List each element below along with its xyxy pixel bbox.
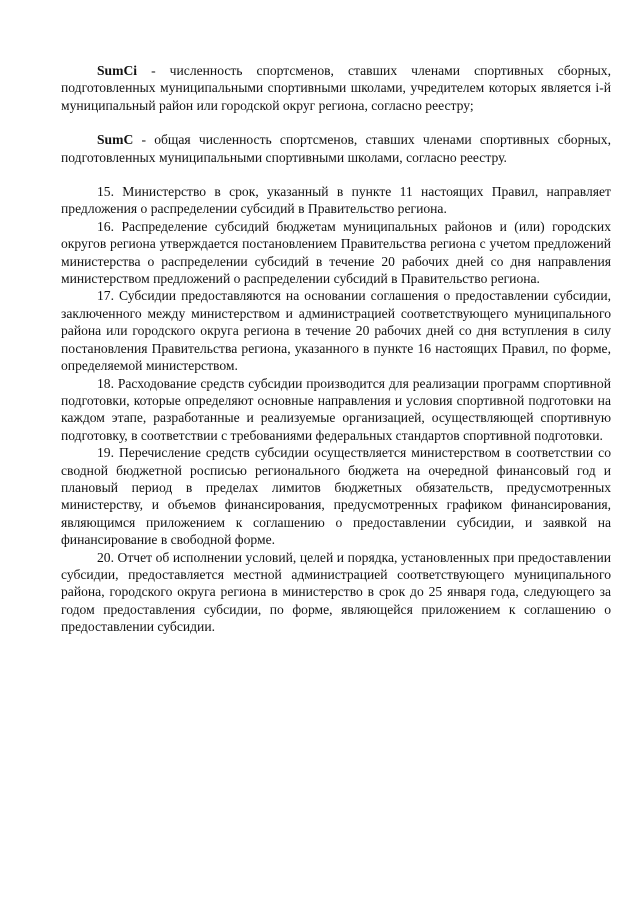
definition-sumci <box>61 62 611 114</box>
numbered-paragraphs <box>61 183 611 636</box>
definition-sumc <box>61 131 611 166</box>
definition-text: - общая численность спортсменов, ставших членами спортивных сборных, подготовленных муниципальными спортивными школами, согласно реестру. <box>61 132 611 165</box>
definition-term: SumCi <box>97 63 138 78</box>
document-page <box>61 62 611 636</box>
paragraph-18: 18. Расходование средств субсидии производится для реализации программ спортивной подготовки, которые определяют основные направления и условия спортивной подготовки на каждом этапе, разработанные и реализуемые организацией, осуществляющей спортивную подготовку, в соответствии с требованиями федеральных стандартов спортивной подготовки. <box>61 375 611 443</box>
paragraph-19: 19. Перечисление средств субсидии осуществляется министерством в соответствии со сводной бюджетной росписью регионального бюджета на очередной финансовый год и плановый период в пределах лимитов бюджетных обязательств, предусмотренных министерству, и объемов финансирования, предусмотренных графиком финансирования, являющимся приложением к соглашению о предоставлении субсидии, и заявкой на финансирование в свободной форме. <box>61 445 611 548</box>
paragraph-20: 20. Отчет об исполнении условий, целей и порядка, установленных при предоставлении субсидии, предоставляется местной администрацией соответствующего муниципального района, городского округа региона в министерство в срок до 25 января года, следующего за годом предоставления субсидии, по форме, являющейся приложением к соглашению о предоставлении субсидии. <box>61 549 611 635</box>
paragraph-17: 17. Субсидии предоставляются на основании соглашения о предоставлении субсидии, заключенного между министерством и администрацией соответствующего муниципального района или городского округа региона в течение 20 рабочих дней со дня вступления в силу постановления Правительства региона, указанного в пункте 16 настоящих Правил, по форме, определяемой министерством. <box>61 288 611 374</box>
definition-text: - численность спортсменов, ставших членами спортивных сборных, подготовленных муниципальными спортивными школами, учредителем которых является i-й муниципальный район или городской округ региона, согласно реестру; <box>61 63 611 113</box>
paragraph-15: 15. Министерство в срок, указанный в пункте 11 настоящих Правил, направляет предложения о распределении субсидий в Правительство региона. <box>61 184 611 217</box>
definition-term: SumC <box>97 132 134 148</box>
paragraph-16: 16. Распределение субсидий бюджетам муниципальных районов и (или) городских округов региона утверждается постановлением Правительства региона с учетом предложений министерства о распределении субсидий в течение 20 рабочих дней со дня направления министерством предложений о распределении субсидий в Правительство региона. <box>61 218 611 287</box>
